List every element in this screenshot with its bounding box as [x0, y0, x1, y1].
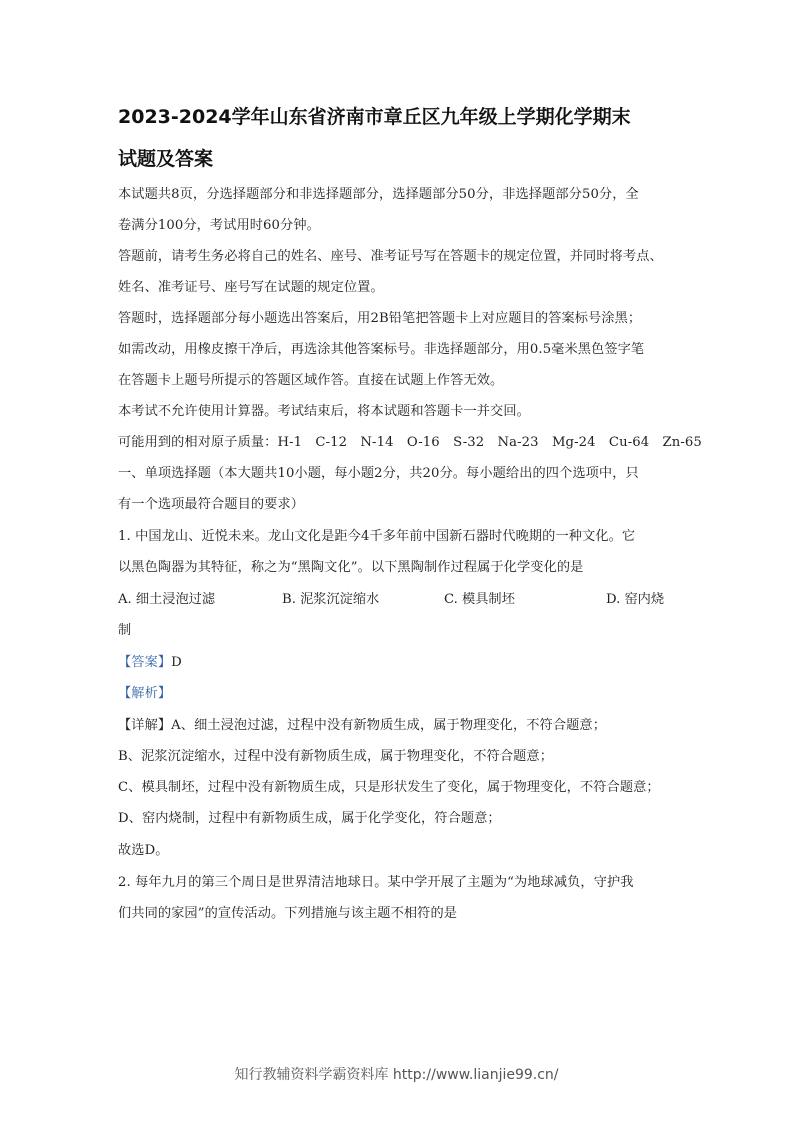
question-1-option-b: B. 泥浆沉淀缩水 [282, 592, 380, 607]
question-2-stem: 们共同的家园”的宣传活动。下列措施与该主题不相符的是 [118, 906, 458, 921]
intro-line: 姓名、准考证号、座号写在试题的规定位置。 [118, 280, 384, 295]
answer-tag: 【答案】 [118, 655, 172, 670]
document-title-line-1: 2023-2024学年山东省济南市章丘区九年级上学期化学期末 [118, 106, 631, 128]
atomic-mass-line: 可能用到的相对原子质量：H-1 C-12 N-14 O-16 S-32 Na-23 Mg-24 Cu-64 Zn-65 [118, 435, 702, 450]
question-1-option-c: C. 模具制坯 [444, 592, 515, 607]
intro-line: 如需改动，用橡皮擦干净后，再选涂其他答案标号。非选择题部分，用0.5毫米黑色签字笔 [118, 342, 645, 357]
detail-line [118, 717, 688, 735]
question-1-option-a: A. 细土浸泡过滤 [118, 592, 216, 607]
intro-line: 本考试不允许使用计算器。考试结束后，将本试题和答题卡一并交回。 [118, 404, 530, 419]
footer-watermark: 知行教辅资料学霸资料库 http://www.lianjie99.cn/ [234, 1067, 559, 1083]
document-title-line-2: 试题及答案 [118, 148, 214, 170]
intro-line: 本试题共8页，分选择题部分和非选择题部分，选择题部分50分，非选择题部分50分，全 [118, 187, 639, 202]
question-1-option-d-wrap: 制 [118, 623, 132, 638]
detail-conclusion: 故选D。 [118, 843, 169, 858]
detail-line: D、窑内烧制，过程中有新物质生成，属于化学变化，符合题意； [118, 811, 501, 826]
intro-line: 在答题卡上题号所提示的答题区域作答。直接在试题上作答无效。 [118, 373, 504, 388]
detail-line: B、泥浆沉淀缩水，过程中没有新物质生成，属于物理变化，不符合题意； [118, 749, 553, 764]
section-heading: 有一个选项最符合题目的要求） [118, 497, 305, 512]
question-1-option-d: D. 窑内烧 [606, 592, 665, 607]
intro-line: 答题时，选择题部分每小题选出答案后，用2B铅笔把答题卡上对应题目的答案标号涂黑； [118, 311, 642, 326]
detail-text: A、细土浸泡过滤，过程中没有新物质生成，属于物理变化，不符合题意； [171, 718, 606, 733]
section-heading: 一、单项选择题（本大题共10小题，每小题2分，共20分。每小题给出的四个选项中，只 [118, 466, 639, 481]
question-1-stem: 以黑色陶器为其特征，称之为“黑陶文化”。以下黑陶制作过程属于化学变化的是 [118, 560, 584, 575]
analysis-tag: 【解析】 [118, 686, 172, 701]
question-2-stem: 2. 每年九月的第三个周日是世界清洁地球日。某中学开展了主题为“为地球减负，守护我 [118, 875, 634, 890]
detail-line: C、模具制坯，过程中没有新物质生成，只是形状发生了变化，属于物理变化，不符合题意； [118, 780, 660, 795]
intro-line: 答题前，请考生务必将自己的姓名、座号、准考证号写在答题卡的规定位置，并同时将考点、 [118, 249, 663, 264]
question-1-stem: 1. 中国龙山、近悦未来。龙山文化是距今4千多年前中国新石器时代晚期的一种文化。它 [118, 529, 636, 544]
intro-line: 卷满分100分，考试用时60分钟。 [118, 218, 320, 233]
answer-value: D [171, 655, 182, 670]
detail-tag: 【详解】 [118, 718, 172, 733]
answer-line [118, 654, 688, 672]
